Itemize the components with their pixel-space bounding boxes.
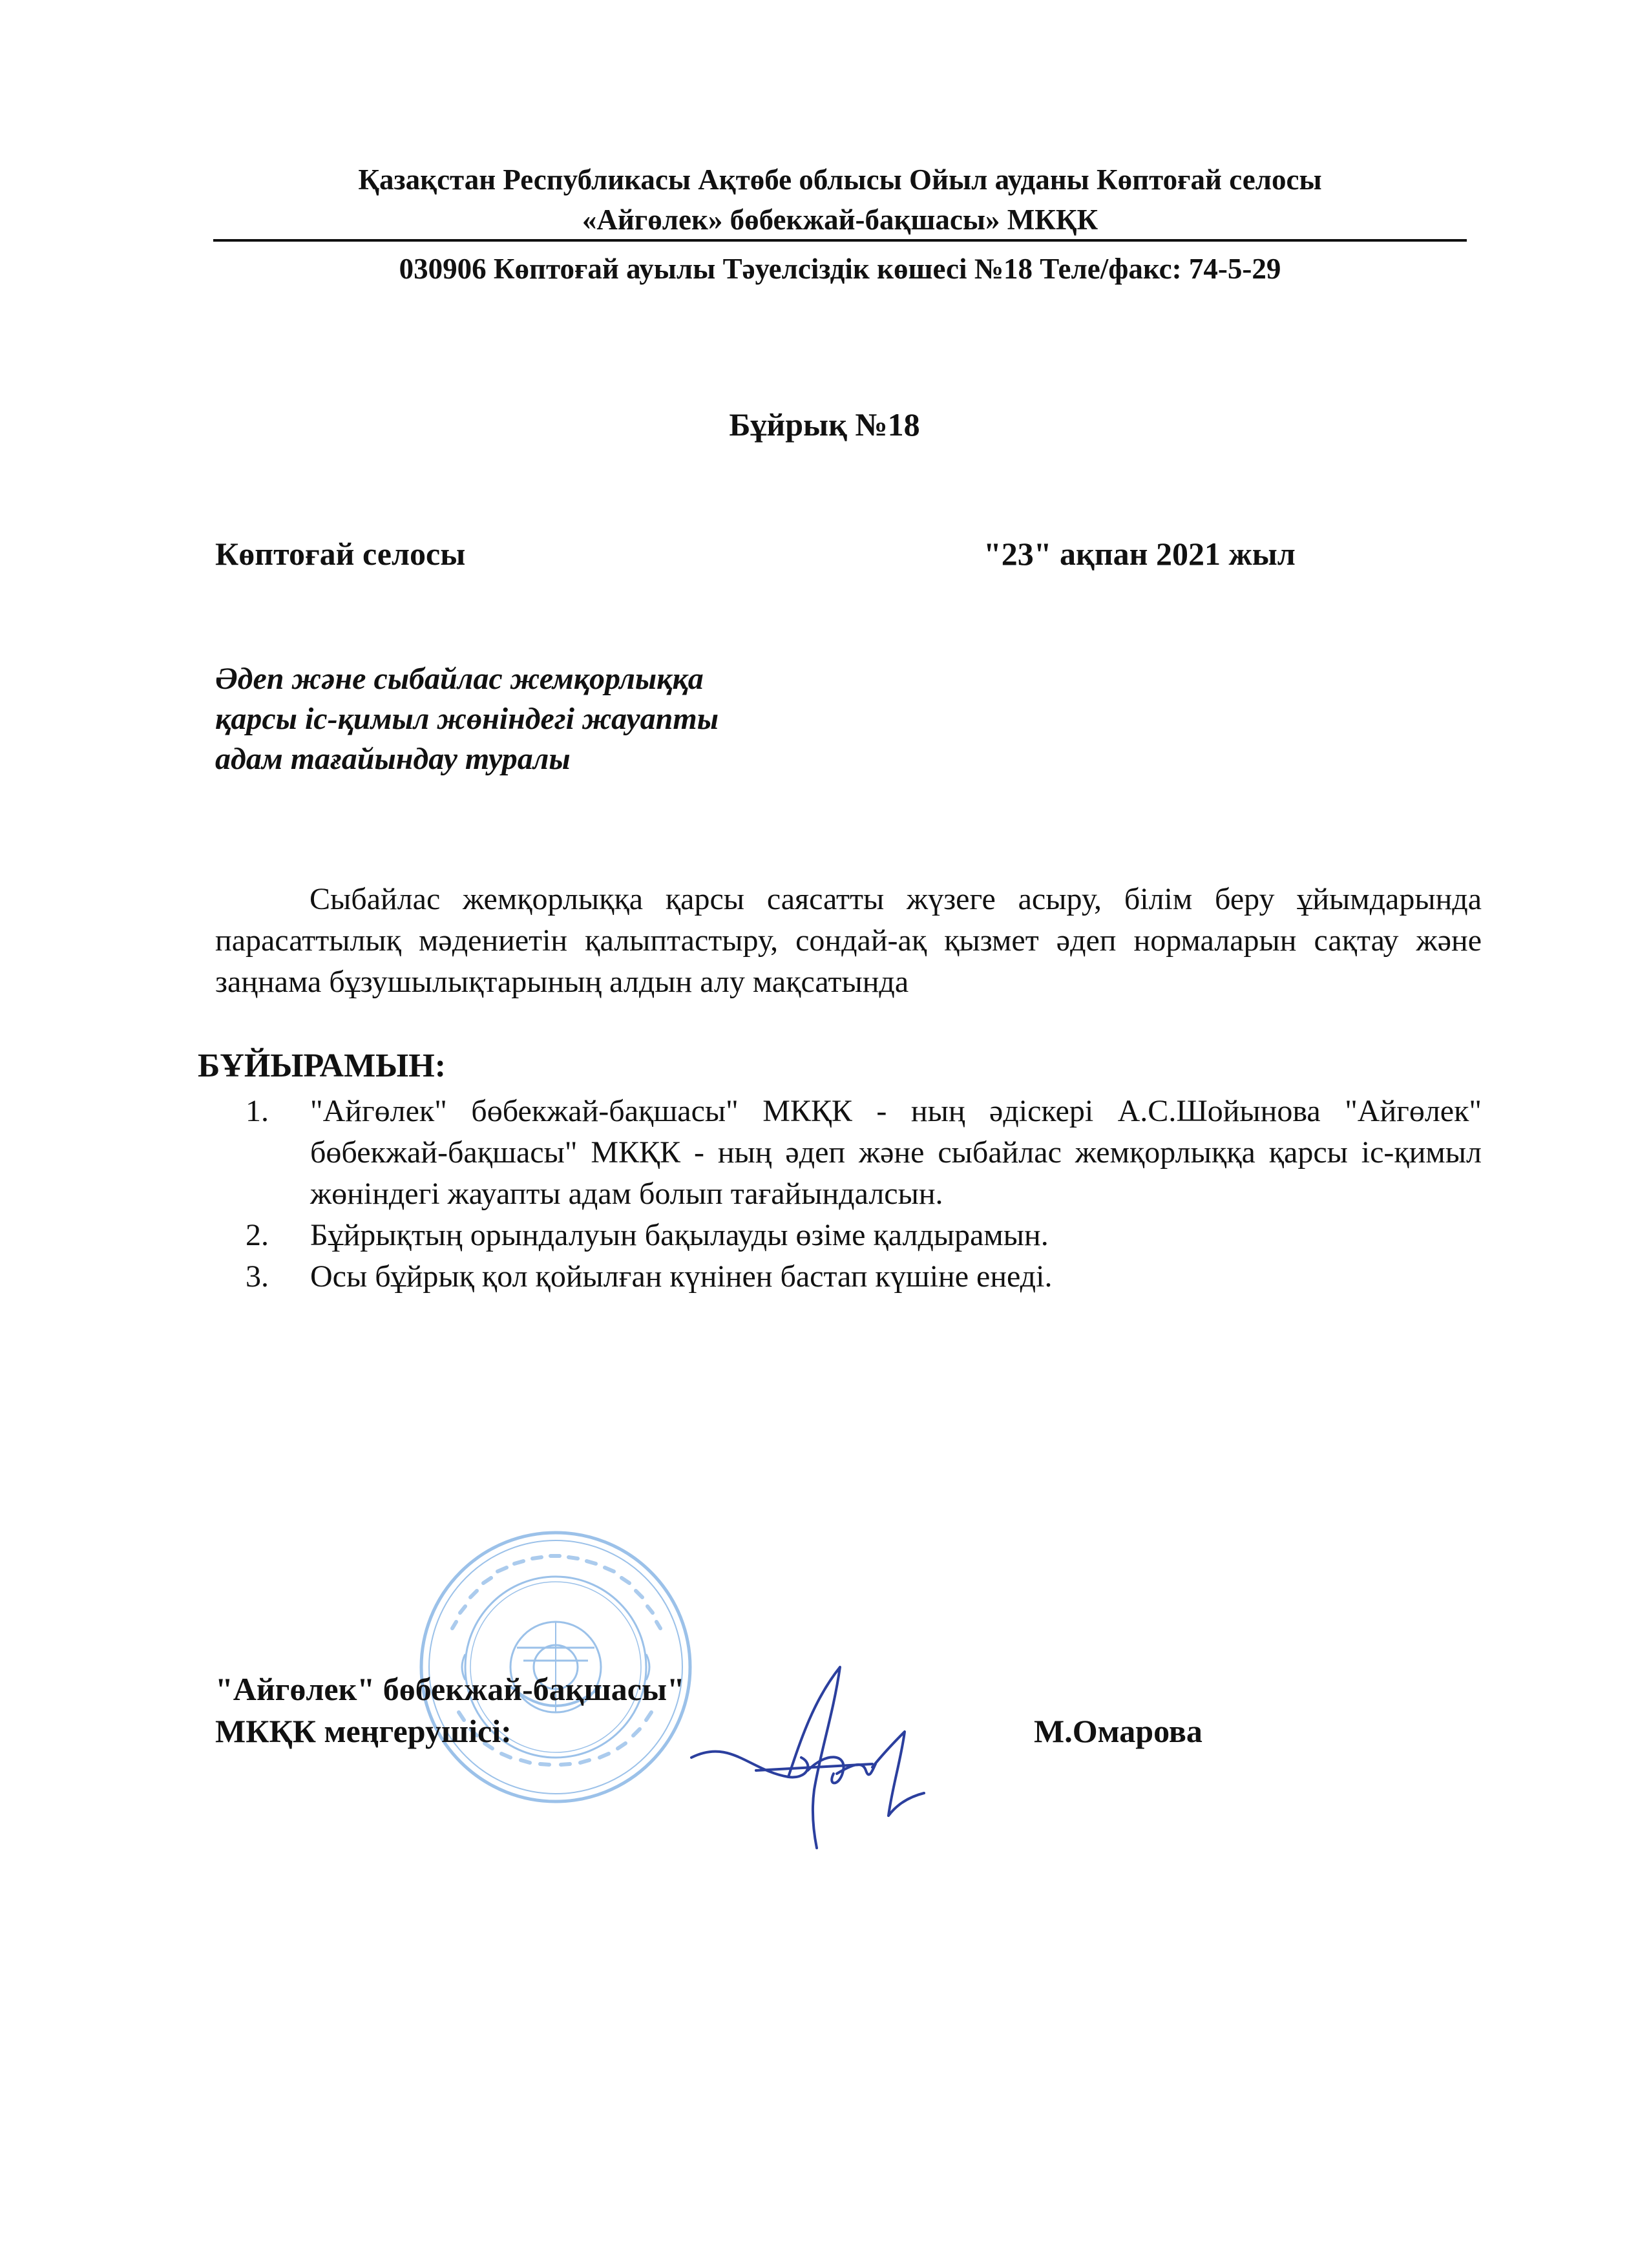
order-date: "23" ақпан 2021 жыл xyxy=(983,536,1296,572)
subject-line: қарсы іс-қимыл жөніндегі жауапты xyxy=(215,702,719,736)
order-item-number: 2. xyxy=(246,1218,269,1252)
order-item xyxy=(246,1256,1482,1297)
order-item-number: 3. xyxy=(246,1259,269,1294)
header-line-organization: «Айгөлек» бөбекжай-бақшасы» МКҚК xyxy=(582,204,1098,236)
order-directive-word: БҰЙЫРАМЫН: xyxy=(198,1047,446,1084)
order-item xyxy=(246,1091,1482,1215)
order-items-list xyxy=(246,1091,1482,1297)
order-item-number: 1. xyxy=(246,1094,269,1128)
signatory-name: М.Омарова xyxy=(1034,1713,1203,1749)
signature-role: МКҚК меңгерушісі: xyxy=(215,1713,512,1749)
order-title: Бұйрық №18 xyxy=(729,406,920,443)
official-stamp-icon xyxy=(414,1525,698,1809)
signature-organization: "Айгөлек" бөбекжай-бақшасы" xyxy=(215,1671,685,1707)
order-item-text: Осы бұйрық қол қойылған күнінен бастап күшіне енеді. xyxy=(310,1259,1053,1294)
order-subject xyxy=(215,659,719,779)
subject-line: Әдеп және сыбайлас жемқорлыққа xyxy=(215,662,704,696)
handwritten-signature-icon xyxy=(678,1641,937,1854)
order-place: Көптоғай селосы xyxy=(215,536,466,572)
order-item-text: Бұйрықтың орындалуын бақылауды өзіме қалдырамын. xyxy=(310,1218,1049,1252)
order-item-text: "Айгөлек" бөбекжай-бақшасы" МКҚК - ның әдіскері А.С.Шойынова "Айгөлек" бөбекжай-бақшасы" МКҚК - ның әдеп және сыбайлас жемқорлыққа қарсы іс-қимыл жөніндегі жауапты адам болып тағайындалсын. xyxy=(310,1094,1482,1211)
subject-line: адам тағайындау туралы xyxy=(215,742,571,776)
order-item xyxy=(246,1215,1482,1256)
header-divider xyxy=(213,239,1467,242)
header-line-address: 030906 Көптоғай ауылы Тәуелсіздік көшесі №18 Теле/факс: 74-5-29 xyxy=(399,253,1281,285)
order-preamble: Сыбайлас жемқорлыққа қарсы саясатты жүзеге асыру, білім беру ұйымдарында парасаттылық мәдениетін қалыптастыру, сондай-ақ қызмет әдеп нормаларын сақтау және заңнама бұзушылықтарының алдын алу мақсатында xyxy=(215,882,1482,999)
header-line-region: Қазақстан Республикасы Ақтөбе облысы Ойыл ауданы Көптоғай селосы xyxy=(358,163,1322,196)
